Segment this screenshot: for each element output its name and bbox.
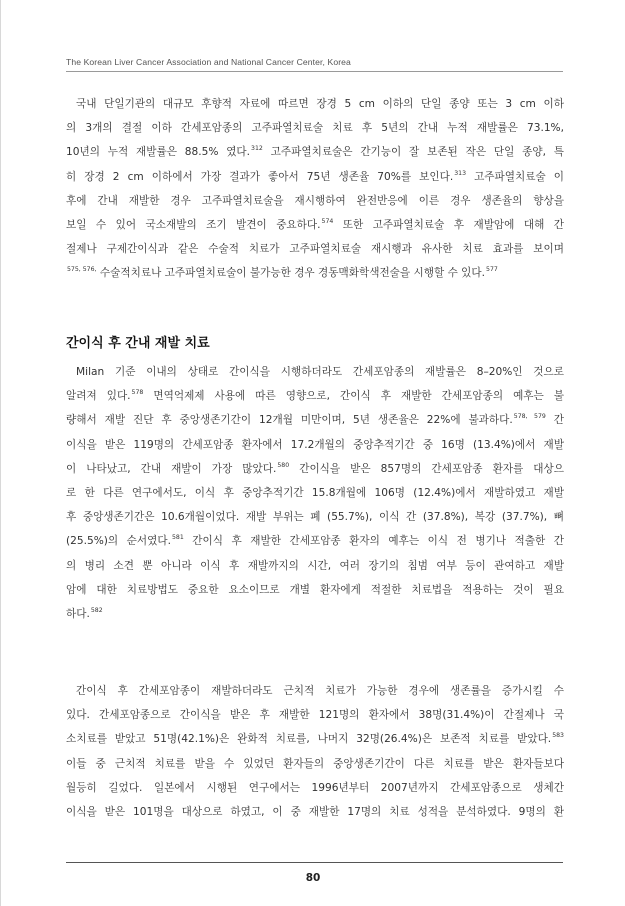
citation-superscript: 575, 576,	[67, 266, 97, 274]
paragraph-rfa-recurrence	[66, 92, 564, 286]
text-line	[66, 408, 564, 432]
text-line	[66, 752, 564, 776]
text-line	[66, 554, 564, 578]
header-divider	[66, 71, 563, 72]
line-text: 국내 단일기관의 대규모 후향적 자료에 따르면 장경 5 cm 이하의 단일 종양 또는 3 cm 이하	[76, 98, 564, 110]
line-text: 량해서 재발 진단 후 중앙생존기간이 12개월 미만이며, 5년 생존율은 22%에 불과하다.	[66, 414, 513, 427]
text-line	[66, 433, 564, 457]
footer-divider	[66, 862, 563, 863]
citation-superscript: 312	[251, 145, 263, 153]
line-text-continued: 또한 고주파열치료술 후 재발암에 대해 간	[333, 218, 564, 231]
text-line	[66, 505, 564, 529]
text-line	[66, 529, 564, 553]
line-text: 알려져 있다.	[66, 390, 131, 403]
running-header: The Korean Liver Cancer Association and National Cancer Center, Korea	[66, 57, 351, 67]
text-line	[66, 727, 564, 751]
text-line	[66, 92, 564, 116]
citation-superscript: 313	[454, 169, 467, 177]
line-text: 의 3개의 결절 이하 간세포암종의 고주파열치료술 치료 후 5년의 간내 누적 재발률은 73.1%,	[66, 122, 564, 135]
text-line	[66, 679, 564, 703]
text-line	[66, 213, 564, 237]
line-text-continued: 간이식을 받은 857명의 간세포암종 환자를 대상으	[289, 462, 564, 475]
text-line	[66, 602, 564, 626]
paragraph-transplant-recurrence	[66, 360, 564, 626]
line-text: 보일 수 있어 국소재발의 조기 발견이 중요하다.	[66, 218, 321, 231]
line-text-continued: 고주파열치료술 이	[466, 170, 564, 183]
line-text: 절제나 구제간이식과 같은 수술적 치료가 고주파열치료술 재시행과 유사한 치료 효과를 보이며	[66, 243, 564, 256]
text-line	[66, 776, 564, 800]
text-line	[66, 261, 564, 285]
text-line	[66, 578, 564, 602]
line-text: 이들 중 근치적 치료를 받을 수 있었던 환자들의 중앙생존기간이 다른 치료를 받은 환자들보다	[66, 757, 564, 770]
line-text-continued: 간	[545, 414, 564, 427]
text-line	[66, 165, 564, 189]
line-text: (25.5%)의 순서였다.	[66, 535, 171, 548]
line-text: 이 나타났고, 간내 재발이 가장 많았다.	[66, 462, 277, 475]
text-line	[66, 384, 564, 408]
line-text: Milan 기준 이내의 상태로 간이식을 시행하더라도 간세포암종의 재발률은 8–20%인 것으로	[76, 366, 564, 378]
citation-superscript: 582	[90, 606, 103, 614]
citation-superscript: 580	[277, 461, 290, 469]
text-line	[66, 360, 564, 384]
line-text: 히 장경 2 cm 이하에서 가장 결과가 좋아서 75년 생존율 70%를 보인다.	[66, 170, 454, 183]
page-number: 80	[305, 872, 321, 884]
line-text: 로 한 다른 연구에서도, 이식 후 중앙추적기간 15.8개월에 106명 (12.4%)에서 재발하였고 재발	[66, 486, 564, 499]
text-line	[66, 481, 564, 505]
section-heading: 간이식 후 간내 재발 치료	[66, 336, 210, 351]
line-text: 있다. 간세포암종으로 간이식을 받은 후 재발한 121명의 환자에서 38명(31.4%)이 간절제나 국	[66, 709, 564, 722]
line-text: 이식을 받은 119명의 간세포암종 환자에서 17.2개월의 중앙추적기간 중 16명 (13.4%)에서 재발	[66, 438, 564, 451]
line-text-continued: 면역억제제 사용에 따른 영향으로, 간이식 후 재발한 간세포암종의 예후는 불	[143, 390, 565, 403]
paragraph-curative-treatment	[66, 679, 564, 824]
citation-superscript: 578	[131, 389, 144, 397]
line-text: 소치료를 받았고 51명(42.1%)은 완화적 치료를, 나머지 32명(26.4%)은 보존적 치료를 받았다.	[66, 733, 552, 746]
line-text: 후 중앙생존기간은 10.6개월이었다. 재발 부위는 폐 (55.7%), 이식 간 (37.8%), 복강 (37.7%), 뼈	[66, 511, 564, 524]
citation-superscript: 581	[171, 534, 184, 542]
line-text-continued: 수술적치료나 고주파열치료술이 불가능한 경우 경동맥화학색전술을 시행할 수 있다.	[96, 267, 486, 280]
line-text-continued: 고주파열치료술은 간기능이 잘 보존된 작은 단일 종양, 특	[262, 146, 564, 159]
line-text: 간이식 후 간세포암종이 재발하더라도 근치적 치료가 가능한 경우에 생존률을 증가시킬 수	[76, 685, 564, 697]
line-text: 하다.	[66, 607, 90, 620]
line-text: 이식을 받은 101명을 대상으로 하였고, 이 중 재발한 17명의 치료 성적을 분석하였다. 9명의 환	[66, 805, 564, 818]
text-line	[66, 457, 564, 481]
line-text: 월등히 길었다. 일본에서 시행된 연구에서는 1996년부터 2007년까지 간세포암종으로 생체간	[66, 781, 564, 794]
text-line	[66, 800, 564, 824]
citation-superscript: 578, 579	[513, 413, 546, 421]
line-text: 후에 간내 재발한 경우 고주파열치료술을 재시행하여 완전반응에 이른 경우 생존율의 향상을	[66, 194, 564, 207]
line-text: 암에 대한 치료방법도 중요한 요소이므로 개별 환자에게 적절한 치료법을 적용하는 것이 필요	[66, 583, 564, 596]
line-text: 10년의 누적 재발률은 88.5% 였다.	[66, 146, 251, 159]
citation-superscript: 577	[486, 266, 498, 274]
text-line	[66, 140, 564, 164]
line-text-continued: 간이식 후 재발한 간세포암종 환자의 예후는 이식 전 병기나 적출한 간	[183, 535, 564, 548]
text-line	[66, 116, 564, 140]
text-line	[66, 703, 564, 727]
text-line	[66, 237, 564, 261]
line-text: 의 병리 소견 뿐 아니라 이식 후 재발까지의 시간, 여러 장기의 침범 여부 등이 관여하고 재발	[66, 559, 564, 572]
citation-superscript: 574	[321, 217, 334, 225]
citation-superscript: 583	[552, 732, 564, 740]
text-line	[66, 189, 564, 213]
